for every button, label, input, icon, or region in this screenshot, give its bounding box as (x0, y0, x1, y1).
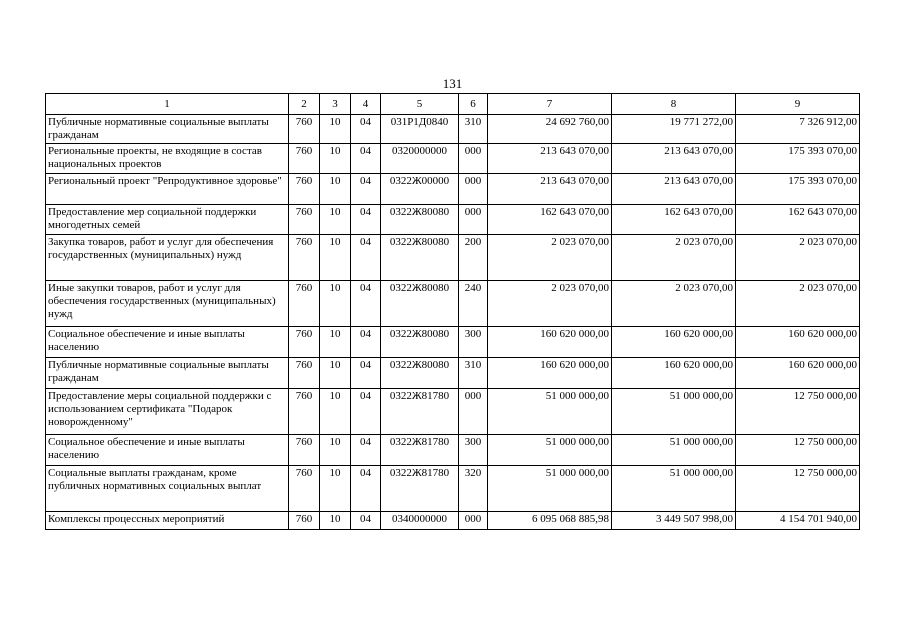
code-cell: 04 (351, 389, 381, 435)
code-cell: 0322Ж81780 (381, 466, 459, 512)
code-cell: 760 (289, 358, 320, 389)
code-cell: 04 (351, 205, 381, 235)
code-cell: 760 (289, 466, 320, 512)
code-cell: 04 (351, 435, 381, 466)
column-header: 9 (736, 94, 860, 115)
code-cell: 300 (459, 327, 488, 358)
code-cell: 0322Ж80080 (381, 281, 459, 327)
row-name: Социальное обеспечение и иные выплаты населению (46, 435, 289, 466)
column-header: 7 (488, 94, 612, 115)
code-cell: 760 (289, 389, 320, 435)
code-cell: 760 (289, 281, 320, 327)
amount-cell: 51 000 000,00 (612, 435, 736, 466)
row-name: Публичные нормативные социальные выплаты гражданам (46, 358, 289, 389)
code-cell: 04 (351, 466, 381, 512)
row-name: Предоставление меры социальной поддержки с использованием сертификата "Подарок новорожденному" (46, 389, 289, 435)
row-name: Публичные нормативные социальные выплаты гражданам (46, 115, 289, 144)
code-cell: 10 (320, 358, 351, 389)
row-name: Предоставление мер социальной поддержки многодетных семей (46, 205, 289, 235)
table-header-row (46, 94, 860, 115)
page-number: 131 (442, 76, 463, 91)
code-cell: 760 (289, 435, 320, 466)
column-header: 1 (46, 94, 289, 115)
amount-cell: 160 620 000,00 (736, 327, 860, 358)
code-cell: 0322Ж80080 (381, 235, 459, 281)
row-name: Иные закупки товаров, работ и услуг для обеспечения государственных (муниципальных) нужд (46, 281, 289, 327)
amount-cell: 175 393 070,00 (736, 174, 860, 205)
table-row (46, 235, 860, 281)
amount-cell: 162 643 070,00 (488, 205, 612, 235)
code-cell: 10 (320, 327, 351, 358)
amount-cell: 51 000 000,00 (488, 389, 612, 435)
amount-cell: 2 023 070,00 (612, 235, 736, 281)
amount-cell: 51 000 000,00 (612, 389, 736, 435)
amount-cell: 162 643 070,00 (736, 205, 860, 235)
code-cell: 04 (351, 281, 381, 327)
column-header: 4 (351, 94, 381, 115)
row-name: Социальное обеспечение и иные выплаты населению (46, 327, 289, 358)
amount-cell: 2 023 070,00 (488, 235, 612, 281)
amount-cell: 213 643 070,00 (612, 144, 736, 174)
code-cell: 0320000000 (381, 144, 459, 174)
amount-cell: 6 095 068 885,98 (488, 512, 612, 530)
table-row (46, 466, 860, 512)
code-cell: 200 (459, 235, 488, 281)
code-cell: 10 (320, 281, 351, 327)
code-cell: 04 (351, 512, 381, 530)
code-cell: 10 (320, 174, 351, 205)
code-cell: 10 (320, 205, 351, 235)
row-name: Социальные выплаты гражданам, кроме публичных нормативных социальных выплат (46, 466, 289, 512)
code-cell: 0322Ж81780 (381, 389, 459, 435)
amount-cell: 2 023 070,00 (612, 281, 736, 327)
code-cell: 0322Ж00000 (381, 174, 459, 205)
amount-cell: 51 000 000,00 (612, 466, 736, 512)
code-cell: 760 (289, 235, 320, 281)
code-cell: 04 (351, 115, 381, 144)
table-row (46, 435, 860, 466)
code-cell: 000 (459, 205, 488, 235)
table-row (46, 327, 860, 358)
code-cell: 320 (459, 466, 488, 512)
code-cell: 10 (320, 235, 351, 281)
code-cell: 0340000000 (381, 512, 459, 530)
amount-cell: 213 643 070,00 (612, 174, 736, 205)
code-cell: 760 (289, 327, 320, 358)
column-header: 6 (459, 94, 488, 115)
code-cell: 10 (320, 512, 351, 530)
code-cell: 310 (459, 358, 488, 389)
code-cell: 760 (289, 174, 320, 205)
amount-cell: 51 000 000,00 (488, 435, 612, 466)
code-cell: 0322Ж80080 (381, 358, 459, 389)
code-cell: 300 (459, 435, 488, 466)
amount-cell: 3 449 507 998,00 (612, 512, 736, 530)
code-cell: 0322Ж80080 (381, 327, 459, 358)
amount-cell: 4 154 701 940,00 (736, 512, 860, 530)
table-row (46, 389, 860, 435)
amount-cell: 213 643 070,00 (488, 144, 612, 174)
code-cell: 760 (289, 512, 320, 530)
row-name: Комплексы процессных мероприятий (46, 512, 289, 530)
amount-cell: 160 620 000,00 (488, 327, 612, 358)
row-name: Региональные проекты, не входящие в состав национальных проектов (46, 144, 289, 174)
table-row (46, 281, 860, 327)
amount-cell: 7 326 912,00 (736, 115, 860, 144)
code-cell: 10 (320, 466, 351, 512)
code-cell: 000 (459, 389, 488, 435)
table-row (46, 115, 860, 144)
column-header: 8 (612, 94, 736, 115)
code-cell: 0322Ж81780 (381, 435, 459, 466)
budget-table (45, 93, 860, 530)
amount-cell: 51 000 000,00 (488, 466, 612, 512)
column-header: 3 (320, 94, 351, 115)
row-name: Региональный проект "Репродуктивное здоровье" (46, 174, 289, 205)
code-cell: 04 (351, 327, 381, 358)
code-cell: 000 (459, 174, 488, 205)
table-row (46, 174, 860, 205)
code-cell: 031Р1Д0840 (381, 115, 459, 144)
table-row (46, 144, 860, 174)
code-cell: 000 (459, 512, 488, 530)
code-cell: 760 (289, 205, 320, 235)
code-cell: 10 (320, 389, 351, 435)
code-cell: 04 (351, 235, 381, 281)
table-row (46, 205, 860, 235)
table-row (46, 358, 860, 389)
column-header: 2 (289, 94, 320, 115)
amount-cell: 12 750 000,00 (736, 466, 860, 512)
amount-cell: 160 620 000,00 (736, 358, 860, 389)
code-cell: 04 (351, 358, 381, 389)
table-row (46, 512, 860, 530)
code-cell: 10 (320, 144, 351, 174)
code-cell: 760 (289, 144, 320, 174)
amount-cell: 175 393 070,00 (736, 144, 860, 174)
amount-cell: 2 023 070,00 (488, 281, 612, 327)
amount-cell: 160 620 000,00 (612, 327, 736, 358)
amount-cell: 24 692 760,00 (488, 115, 612, 144)
amount-cell: 160 620 000,00 (612, 358, 736, 389)
amount-cell: 19 771 272,00 (612, 115, 736, 144)
amount-cell: 160 620 000,00 (488, 358, 612, 389)
code-cell: 04 (351, 174, 381, 205)
code-cell: 000 (459, 144, 488, 174)
code-cell: 760 (289, 115, 320, 144)
code-cell: 0322Ж80080 (381, 205, 459, 235)
amount-cell: 213 643 070,00 (488, 174, 612, 205)
column-header: 5 (381, 94, 459, 115)
code-cell: 240 (459, 281, 488, 327)
code-cell: 310 (459, 115, 488, 144)
amount-cell: 162 643 070,00 (612, 205, 736, 235)
code-cell: 04 (351, 144, 381, 174)
row-name: Закупка товаров, работ и услуг для обеспечения государственных (муниципальных) нужд (46, 235, 289, 281)
amount-cell: 2 023 070,00 (736, 235, 860, 281)
amount-cell: 12 750 000,00 (736, 389, 860, 435)
code-cell: 10 (320, 115, 351, 144)
amount-cell: 2 023 070,00 (736, 281, 860, 327)
code-cell: 10 (320, 435, 351, 466)
amount-cell: 12 750 000,00 (736, 435, 860, 466)
